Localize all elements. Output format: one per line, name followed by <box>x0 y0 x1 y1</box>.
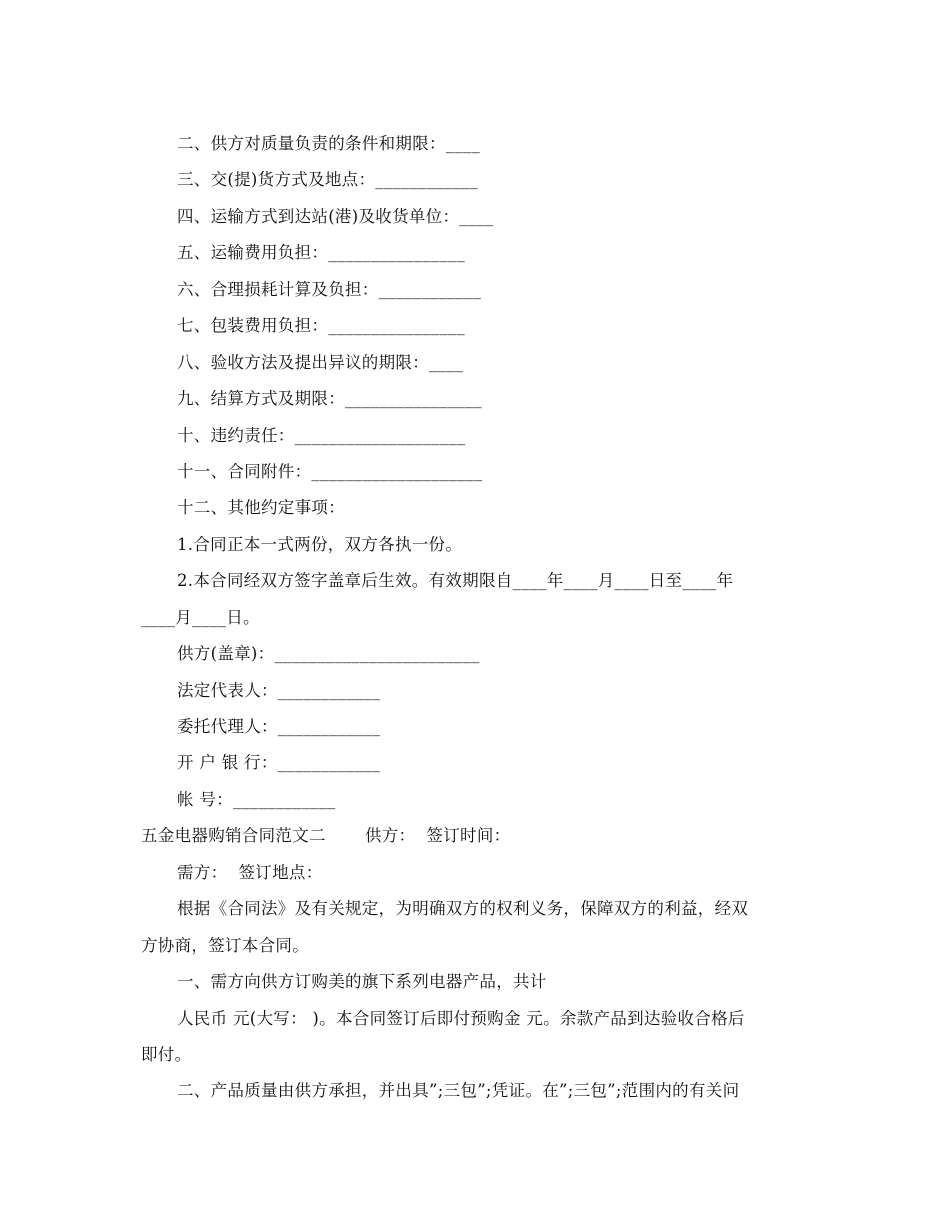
article-1-payment-continued: 即付。 <box>141 1045 192 1064</box>
clause-transport-method: 四、运输方式到达站(港)及收货单位：____ <box>177 207 494 226</box>
clause-other-matters: 十二、其他约定事项： <box>177 498 345 517</box>
signature-legal-rep: 法定代表人：____________ <box>177 681 381 700</box>
section-title-second-contract: 五金电器购销合同范文二 供方： 签订时间： <box>141 826 511 845</box>
preamble-paragraph: 根据《合同法》及有关规定，为明确双方的权利义务，保障双方的利益，经双 <box>177 899 749 918</box>
clause-packaging-cost: 七、包装费用负担：________________ <box>177 316 465 335</box>
signature-bank: 开 户 银 行：____________ <box>177 753 381 772</box>
preamble-paragraph-continued: 方协商，签订本合同。 <box>141 936 309 955</box>
clause-loss-calculation: 六、合理损耗计算及负担：____________ <box>177 280 482 299</box>
clause-acceptance-method: 八、验收方法及提出异议的期限：____ <box>177 353 464 372</box>
signature-account: 帐 号：____________ <box>177 790 336 809</box>
clause-settlement: 九、结算方式及期限：________________ <box>177 389 482 408</box>
signature-agent: 委托代理人：____________ <box>177 717 381 736</box>
clause-liability: 十、违约责任：____________________ <box>177 426 466 445</box>
item-2: 2.本合同经双方签字盖章后生效。有效期限自____年____月____日至____年 <box>177 571 734 590</box>
clause-transport-cost: 五、运输费用负担：________________ <box>177 243 465 262</box>
item-1: 1.合同正本一式两份，双方各执一份。 <box>177 535 463 554</box>
article-1: 一、需方向供方订购美的旗下系列电器产品，共计 <box>177 972 547 991</box>
item-2-continued: ____月____日。 <box>141 608 260 627</box>
clause-quality-responsibility: 二、供方对质量负责的条件和期限：____ <box>177 134 480 153</box>
clause-attachments: 十一、合同附件：____________________ <box>177 462 483 481</box>
article-1-payment: 人民币 元(大写： )。本合同签订后即付预购金 元。余款产品到达验收合格后 <box>177 1009 745 1028</box>
clause-delivery-method: 三、交(提)货方式及地点：____________ <box>177 170 478 189</box>
article-2: 二、产品质量由供方承担，并出具”;三包”;凭证。在”;三包”;范围内的有关问 <box>177 1081 740 1100</box>
buyer-sign-location: 需方： 签订地点： <box>177 863 323 882</box>
signature-supplier-seal: 供方(盖章)：________________________ <box>177 644 480 663</box>
